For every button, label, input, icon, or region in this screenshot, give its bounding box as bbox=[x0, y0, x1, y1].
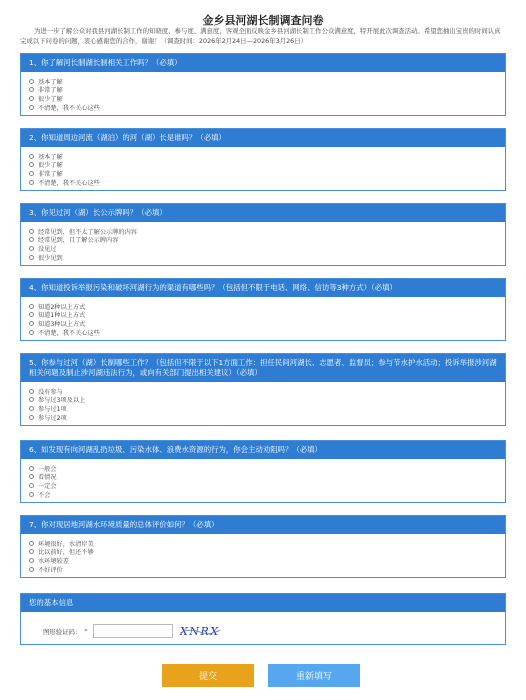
radio-icon[interactable] bbox=[29, 483, 34, 488]
option-label: 不会 bbox=[38, 491, 51, 499]
option-list bbox=[21, 147, 505, 190]
option-list bbox=[21, 382, 505, 425]
radio-icon[interactable] bbox=[29, 180, 34, 185]
question-title: 3、你见过河（湖）长公示牌吗？（必填） bbox=[21, 204, 505, 222]
radio-icon[interactable] bbox=[29, 105, 34, 110]
option[interactable] bbox=[29, 556, 497, 565]
option-label: 知道2种以上方式 bbox=[38, 303, 86, 311]
option[interactable] bbox=[29, 387, 497, 396]
radio-icon[interactable] bbox=[29, 304, 34, 309]
option-label: 基本了解 bbox=[38, 153, 63, 161]
option-label: 一般会 bbox=[38, 465, 57, 473]
option[interactable] bbox=[29, 481, 497, 490]
basic-info-header: 您的基本信息 bbox=[21, 594, 505, 612]
option[interactable] bbox=[29, 103, 497, 112]
option-list bbox=[21, 459, 505, 502]
radio-icon[interactable] bbox=[29, 406, 34, 411]
option-list bbox=[21, 72, 505, 115]
question-title: 6、如发现有向河湖乱扔垃圾、污染水体、浪费水资源的行为，你会主动劝阻吗？（必填） bbox=[21, 441, 505, 459]
radio-icon[interactable] bbox=[29, 567, 34, 572]
option[interactable] bbox=[29, 311, 497, 320]
option[interactable] bbox=[29, 548, 497, 557]
option-label: 不清楚，我不关心这些 bbox=[38, 179, 100, 187]
radio-icon[interactable] bbox=[29, 246, 34, 251]
option-label: 知道1种以上方式 bbox=[38, 312, 86, 320]
radio-icon[interactable] bbox=[29, 321, 34, 326]
option-label: 看情况 bbox=[38, 474, 57, 482]
option-label: 很少见到 bbox=[38, 254, 63, 262]
option-label: 没见过 bbox=[38, 245, 57, 253]
radio-icon[interactable] bbox=[29, 549, 34, 554]
reset-button[interactable]: 重新填写 bbox=[268, 664, 360, 687]
radio-icon[interactable] bbox=[29, 229, 34, 234]
radio-icon[interactable] bbox=[29, 492, 34, 497]
option[interactable] bbox=[29, 244, 497, 253]
radio-icon[interactable] bbox=[29, 237, 34, 242]
option[interactable] bbox=[29, 86, 497, 95]
question-title: 1、你了解河长制湖长制相关工作吗？（必填） bbox=[21, 54, 505, 72]
option[interactable] bbox=[29, 404, 497, 413]
option[interactable] bbox=[29, 302, 497, 311]
survey-intro: 为进一步了解公众对我县河湖长制工作的知晓度、参与度、满意度，客观全面反映金乡县河湖长制工作公众满意度，特开展此次调查活动。希望您抽出宝贵的时间认真完成以下问卷的问题，衷心感谢您的合作，谢谢！（调查时间：2026年2月24日—2026年3月26日） bbox=[20, 27, 501, 45]
option[interactable] bbox=[29, 473, 497, 482]
option-list bbox=[21, 297, 505, 340]
option-label: 参与过2项 bbox=[38, 414, 67, 422]
option-label: 非常了解 bbox=[38, 87, 63, 95]
radio-icon[interactable] bbox=[29, 154, 34, 159]
option[interactable] bbox=[29, 413, 497, 422]
option[interactable] bbox=[29, 178, 497, 187]
option-list bbox=[21, 222, 505, 265]
radio-icon[interactable] bbox=[29, 171, 34, 176]
option-label: 参与过3项及以上 bbox=[38, 397, 86, 405]
option-label: 不清楚，我不关心这些 bbox=[38, 329, 100, 337]
option-label: 水环境较差 bbox=[38, 557, 69, 565]
radio-icon[interactable] bbox=[29, 466, 34, 471]
option[interactable] bbox=[29, 464, 497, 473]
radio-icon[interactable] bbox=[29, 558, 34, 563]
option-list bbox=[21, 534, 505, 577]
option-label: 经常见到，且了解公示牌内容 bbox=[38, 237, 119, 245]
radio-icon[interactable] bbox=[29, 541, 34, 546]
option-label: 参与过1项 bbox=[38, 405, 67, 413]
option[interactable] bbox=[29, 161, 497, 170]
option-label: 一定会 bbox=[38, 482, 57, 490]
option[interactable] bbox=[29, 396, 497, 405]
option-label: 经常见到，但不太了解公示牌的内容 bbox=[38, 228, 137, 236]
option[interactable] bbox=[29, 77, 497, 86]
radio-icon[interactable] bbox=[29, 87, 34, 92]
required-mark: * bbox=[84, 627, 88, 635]
option-label: 不清楚，我不关心这些 bbox=[38, 104, 100, 112]
question-title: 5、你参与过河（湖）长制哪些工作？（包括但不限于以下1方面工作：担任民间河湖长、志愿者、监督员；参与节水护水活动；投诉举报涉河湖相关问题及制止涉河湖违法行为，或向有关部门提出相关建议）（必填） bbox=[21, 354, 505, 382]
captcha-image[interactable] bbox=[178, 624, 222, 638]
option[interactable] bbox=[29, 152, 497, 161]
question-3 bbox=[20, 203, 506, 266]
radio-icon[interactable] bbox=[29, 255, 34, 260]
captcha-row bbox=[21, 612, 505, 638]
option-label: 基本了解 bbox=[38, 78, 63, 86]
question-4 bbox=[20, 278, 506, 341]
option-label: 知道3种以上方式 bbox=[38, 320, 86, 328]
question-6 bbox=[20, 440, 506, 503]
radio-icon[interactable] bbox=[29, 415, 34, 420]
option[interactable] bbox=[29, 490, 497, 499]
captcha-input[interactable] bbox=[93, 624, 173, 638]
option-label: 很少了解 bbox=[38, 162, 63, 170]
option[interactable] bbox=[29, 94, 497, 103]
option-label: 没有参与 bbox=[38, 388, 63, 396]
question-1 bbox=[20, 53, 506, 116]
option[interactable] bbox=[29, 227, 497, 236]
option[interactable] bbox=[29, 539, 497, 548]
radio-icon[interactable] bbox=[29, 389, 34, 394]
option-label: 很少了解 bbox=[38, 95, 63, 103]
question-title: 4、你知道投诉举报污染和破坏河湖行为的渠道有哪些吗？（包括但不限于电话、网络、信访等3种方式）（必填） bbox=[21, 279, 505, 297]
radio-icon[interactable] bbox=[29, 397, 34, 402]
question-2 bbox=[20, 128, 506, 191]
option-label: 环境很好，水清岸美 bbox=[38, 540, 94, 548]
radio-icon[interactable] bbox=[29, 96, 34, 101]
option[interactable] bbox=[29, 253, 497, 262]
submit-button[interactable]: 提交 bbox=[162, 664, 254, 687]
option-label: 比以前好，但还不够 bbox=[38, 549, 94, 557]
question-title: 2、你知道周边河流（湖泊）的河（湖）长是谁吗？（必填） bbox=[21, 129, 505, 147]
radio-icon[interactable] bbox=[29, 330, 34, 335]
option[interactable] bbox=[29, 319, 497, 328]
radio-icon[interactable] bbox=[29, 312, 34, 317]
question-7 bbox=[20, 515, 506, 578]
question-5 bbox=[20, 353, 506, 426]
page-title: 金乡县河湖长制调查问卷 bbox=[202, 14, 324, 27]
basic-info-section bbox=[20, 593, 506, 645]
option[interactable] bbox=[29, 565, 497, 574]
radio-icon[interactable] bbox=[29, 474, 34, 479]
option[interactable] bbox=[29, 236, 497, 245]
radio-icon[interactable] bbox=[29, 79, 34, 84]
captcha-label: 图形验证码： bbox=[43, 627, 82, 636]
captcha-text: XNRX bbox=[179, 625, 220, 638]
option-label: 非常了解 bbox=[38, 170, 63, 178]
radio-icon[interactable] bbox=[29, 162, 34, 167]
question-title: 7、你对现居地河湖水环境质量的总体评价如何？（必填） bbox=[21, 516, 505, 534]
option[interactable] bbox=[29, 169, 497, 178]
option-label: 不好评价 bbox=[38, 566, 63, 574]
option[interactable] bbox=[29, 328, 497, 337]
